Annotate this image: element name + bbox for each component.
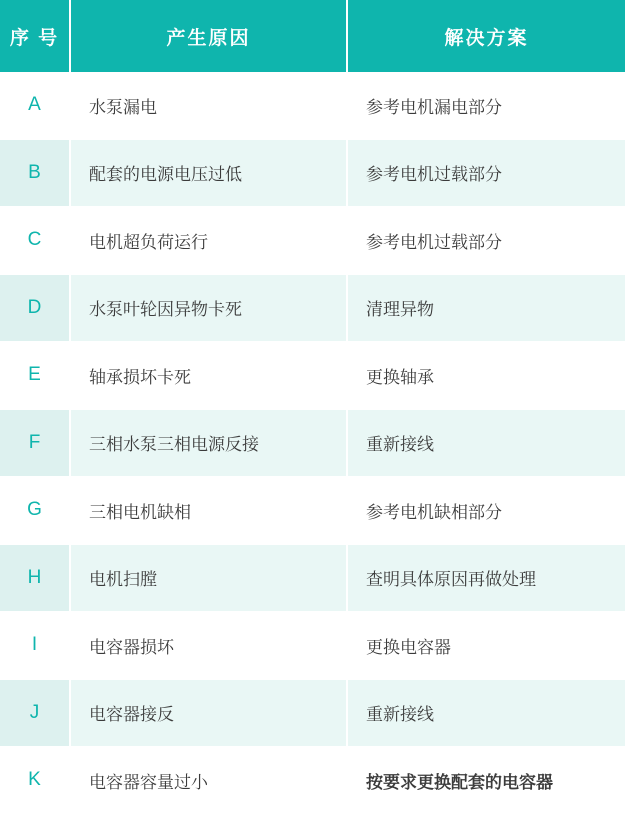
row-cause: 轴承损坏卡死: [70, 342, 347, 410]
row-cause: 电容器容量过小: [70, 747, 347, 814]
table-header: [0, 0, 625, 72]
row-index: A: [0, 72, 70, 139]
table-header-row: [0, 0, 625, 72]
row-cause: 配套的电源电压过低: [70, 139, 347, 207]
row-solution: 重新接线: [347, 679, 625, 747]
row-cause: 电容器损坏: [70, 612, 347, 680]
row-solution: 参考电机漏电部分: [347, 72, 625, 139]
row-index: J: [0, 679, 70, 747]
row-solution: 参考电机过载部分: [347, 207, 625, 275]
row-cause: 三相电机缺相: [70, 477, 347, 545]
table-row: [0, 274, 625, 342]
row-solution: 清理异物: [347, 274, 625, 342]
table-row: [0, 679, 625, 747]
table-row: [0, 207, 625, 275]
column-header-index: 序 号: [0, 0, 70, 72]
row-cause: 三相水泵三相电源反接: [70, 409, 347, 477]
row-solution: 重新接线: [347, 409, 625, 477]
table-row: [0, 139, 625, 207]
table-row: [0, 544, 625, 612]
table-row: [0, 477, 625, 545]
row-index: K: [0, 747, 70, 814]
row-index: F: [0, 409, 70, 477]
column-header-solution: 解决方案: [347, 0, 625, 72]
row-solution: 更换轴承: [347, 342, 625, 410]
row-cause: 电机超负荷运行: [70, 207, 347, 275]
row-index: G: [0, 477, 70, 545]
row-cause: 电容器接反: [70, 679, 347, 747]
row-solution: 参考电机缺相部分: [347, 477, 625, 545]
row-solution: 按要求更换配套的电容器: [347, 747, 625, 814]
row-cause: 水泵叶轮因异物卡死: [70, 274, 347, 342]
table-row: [0, 342, 625, 410]
table-row: [0, 72, 625, 139]
row-index: D: [0, 274, 70, 342]
table-row: [0, 747, 625, 814]
row-index: I: [0, 612, 70, 680]
table-row: [0, 612, 625, 680]
row-index: C: [0, 207, 70, 275]
row-index: E: [0, 342, 70, 410]
table-row: [0, 409, 625, 477]
row-solution: 查明具体原因再做处理: [347, 544, 625, 612]
row-solution: 更换电容器: [347, 612, 625, 680]
column-header-cause: 产生原因: [70, 0, 347, 72]
row-cause: 电机扫膛: [70, 544, 347, 612]
row-index: B: [0, 139, 70, 207]
row-cause: 水泵漏电: [70, 72, 347, 139]
row-solution: 参考电机过载部分: [347, 139, 625, 207]
row-index: H: [0, 544, 70, 612]
table-body: [0, 72, 625, 814]
